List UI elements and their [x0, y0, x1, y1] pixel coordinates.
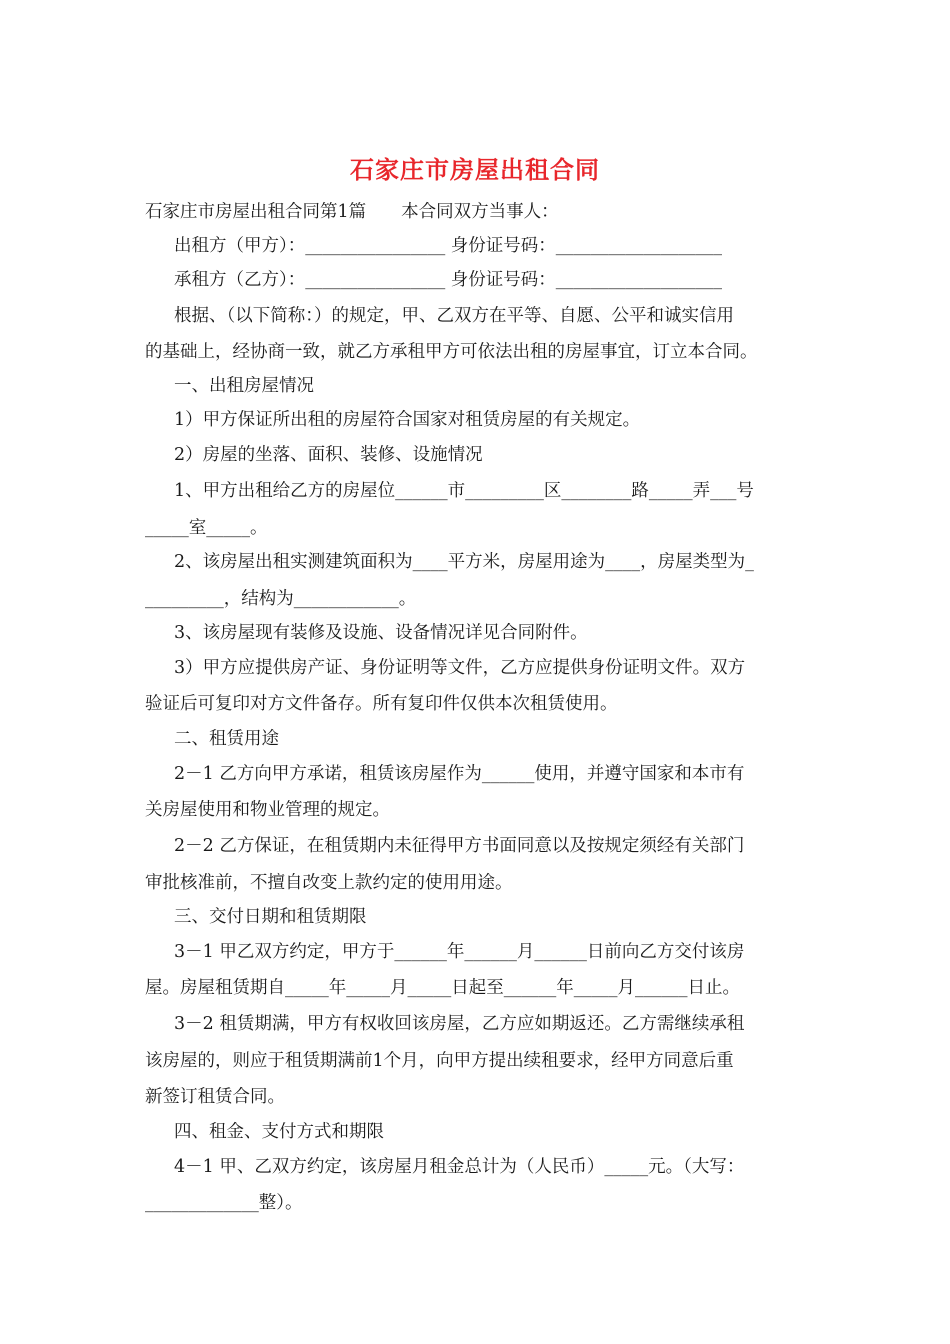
paragraph-line: 2）房屋的坐落、面积、装修、设施情况	[174, 445, 483, 465]
paragraph-line: 该房屋的，则应于租赁期满前1个月，向甲方提出续租要求，经甲方同意后重	[145, 1051, 734, 1071]
paragraph-line: 3－1 甲乙双方约定，甲方于______年______月______日前向乙方交付该房	[174, 942, 745, 962]
section-heading: 二、租赁用途	[174, 729, 279, 749]
intro-line: 石家庄市房屋出租合同第1篇 本合同双方当事人：	[145, 202, 559, 222]
paragraph-line: 1、甲方出租给乙方的房屋位______市_________区________路_____弄___号	[174, 481, 754, 501]
paragraph-line: _____室_____。	[145, 518, 268, 538]
paragraph-line: 关房屋使用和物业管理的规定。	[145, 800, 390, 820]
paragraph-line: 2－2 乙方保证，在租赁期内未征得甲方书面同意以及按规定须经有关部门	[174, 836, 745, 856]
lessor-line: 出租方（甲方）：________________ 身份证号码：___________________	[174, 236, 723, 256]
paragraph-line: 审批核准前，不擅自改变上款约定的使用用途。	[145, 873, 513, 893]
paragraph-line: 新签订租赁合同。	[145, 1087, 285, 1107]
section-heading: 四、租金、支付方式和期限	[174, 1122, 384, 1142]
paragraph-line: 3、该房屋现有装修及设施、设备情况详见合同附件。	[174, 623, 588, 643]
section-heading: 一、出租房屋情况	[174, 376, 314, 396]
lessee-line: 承租方（乙方）：________________ 身份证号码：___________________	[174, 270, 723, 290]
paragraph-line: 屋。房屋租赁期自_____年_____月_____日起至______年_____月______日止。	[145, 978, 740, 998]
paragraph-line: 3－2 租赁期满，甲方有权收回该房屋，乙方应如期返还。乙方需继续承租	[174, 1014, 745, 1034]
paragraph-line: 2－1 乙方向甲方承诺，租赁该房屋作为______使用，并遵守国家和本市有	[174, 764, 745, 784]
paragraph-line: _________，结构为____________。	[145, 589, 417, 609]
section-heading: 三、交付日期和租赁期限	[174, 907, 367, 927]
paragraph-line: 的基础上，经协商一致，就乙方承租甲方可依法出租的房屋事宜，订立本合同。	[145, 342, 758, 362]
paragraph-line: 1）甲方保证所出租的房屋符合国家对租赁房屋的有关规定。	[174, 410, 641, 430]
paragraph-line: 验证后可复印对方文件备存。所有复印件仅供本次租赁使用。	[145, 694, 618, 714]
paragraph-line: _____________整）。	[145, 1193, 303, 1213]
paragraph-line: 根据、（以下简称：）的规定，甲、乙双方在平等、自愿、公平和诚实信用	[174, 306, 734, 326]
document-title: 石家庄市房屋出租合同	[350, 155, 600, 184]
paragraph-line: 3）甲方应提供房产证、身份证明等文件，乙方应提供身份证明文件。双方	[174, 658, 746, 678]
paragraph-line: 4－1 甲、乙双方约定，该房屋月租金总计为（人民币）_____元。（大写：	[174, 1157, 745, 1177]
paragraph-line: 2、该房屋出租实测建筑面积为____平方米，房屋用途为____，房屋类型为_	[174, 552, 754, 572]
